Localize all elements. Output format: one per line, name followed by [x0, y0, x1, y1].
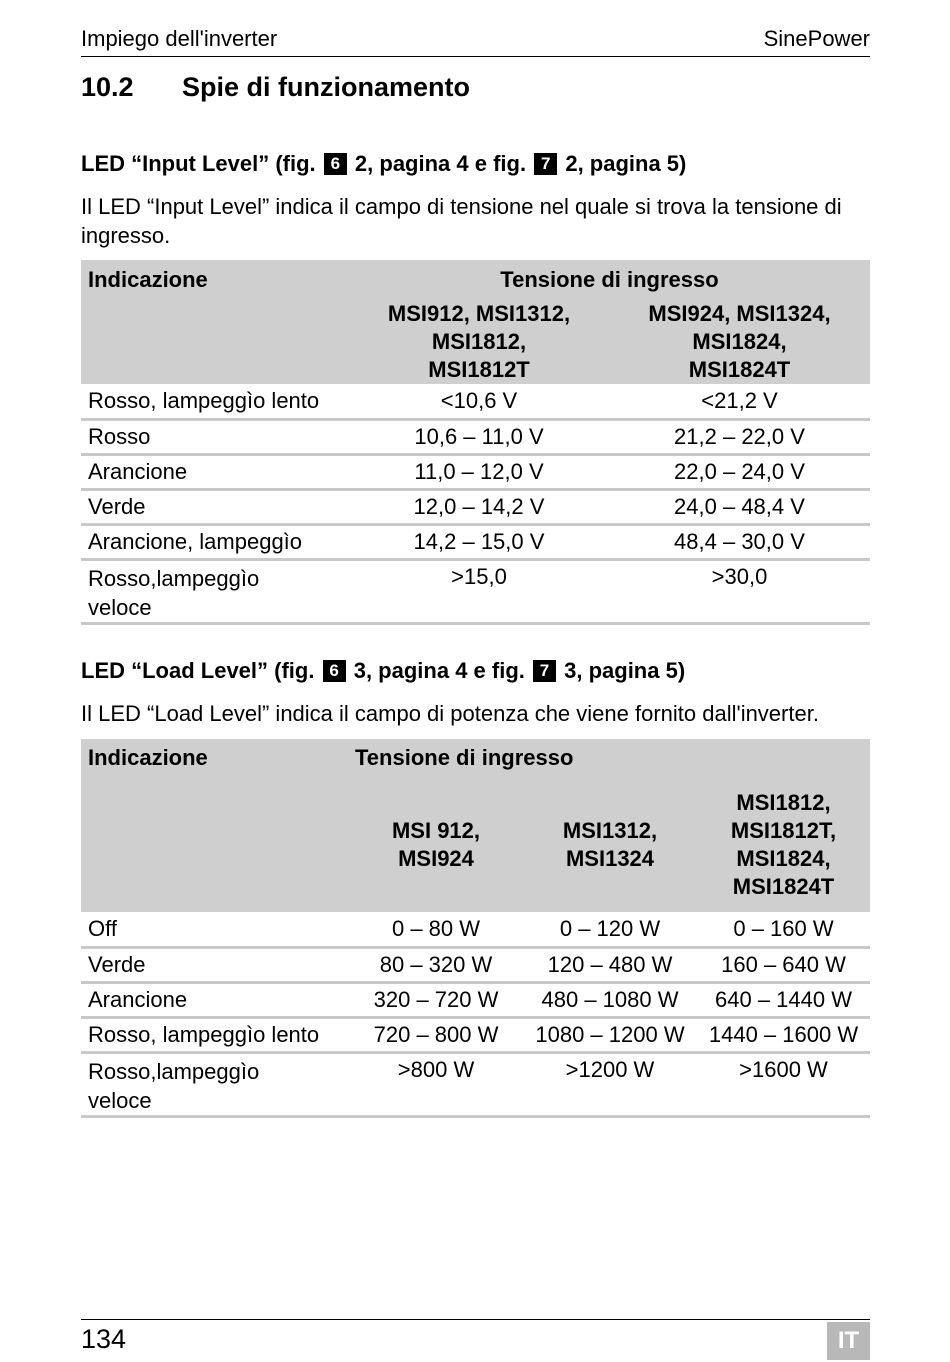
row-value: 640 – 1440 W	[697, 982, 870, 1017]
row-label: Off	[81, 912, 349, 947]
header-model-group-12v: MSI912, MSI1312, MSI1812, MSI1812T	[349, 300, 609, 384]
row-label: Arancione	[81, 454, 349, 489]
row-value: 80 – 320 W	[349, 947, 523, 982]
page-number: 134	[81, 1324, 127, 1354]
row-label: Rosso,lampeggìo veloce	[81, 559, 349, 623]
row-value: 11,0 – 12,0 V	[349, 454, 609, 489]
header-chapter: Impiego dell'inverter	[81, 26, 278, 51]
table-row	[81, 982, 870, 1017]
table-row	[81, 419, 870, 454]
header-empty	[81, 777, 349, 912]
row-label: Rosso, lampeggìo lento	[81, 1017, 349, 1052]
row-value: 0 – 120 W	[523, 912, 697, 947]
page-header	[81, 22, 870, 57]
row-value: >30,0	[609, 559, 870, 623]
table-row	[81, 489, 870, 524]
row-value: >1200 W	[523, 1052, 697, 1116]
table-subheader-row	[81, 777, 870, 912]
heading-text: LED “Load Level” (fig.	[81, 658, 315, 683]
load-level-table	[81, 739, 870, 1118]
row-value: 24,0 – 48,4 V	[609, 489, 870, 524]
header-product: SinePower	[763, 26, 870, 51]
table-row	[81, 912, 870, 947]
heading-text: 2, pagina 5)	[565, 151, 687, 176]
language-badge: IT	[827, 1322, 870, 1360]
figure-ref-box: 7	[533, 660, 556, 682]
header-model-group-24v: MSI924, MSI1324, MSI1824, MSI1824T	[609, 300, 870, 384]
row-label: Verde	[81, 947, 349, 982]
row-value: >1600 W	[697, 1052, 870, 1116]
input-level-heading	[81, 151, 686, 177]
table-header-row	[81, 739, 870, 777]
header-model-group-2: MSI1312, MSI1324	[523, 777, 697, 912]
row-label: Rosso, lampeggìo lento	[81, 384, 349, 419]
row-label: Arancione, lampeggìo	[81, 524, 349, 559]
row-label: Rosso,lampeggìo veloce	[81, 1052, 349, 1116]
row-value: 21,2 – 22,0 V	[609, 419, 870, 454]
row-value: 12,0 – 14,2 V	[349, 489, 609, 524]
row-value: 14,2 – 15,0 V	[349, 524, 609, 559]
row-value: 1440 – 1600 W	[697, 1017, 870, 1052]
section-number: 10.2	[81, 72, 134, 102]
header-model-group-3: MSI1812, MSI1812T, MSI1824, MSI1824T	[697, 777, 870, 912]
header-tensione: Tensione di ingresso	[349, 739, 870, 777]
row-value: 720 – 800 W	[349, 1017, 523, 1052]
row-value: 320 – 720 W	[349, 982, 523, 1017]
section-title	[81, 72, 470, 103]
header-indicazione: Indicazione	[81, 739, 349, 777]
heading-text: LED “Input Level” (fig.	[81, 151, 316, 176]
figure-ref-box: 6	[324, 153, 347, 175]
row-value: 120 – 480 W	[523, 947, 697, 982]
table-row	[81, 1052, 870, 1116]
header-model-group-1: MSI 912, MSI924	[349, 777, 523, 912]
row-value: 48,4 – 30,0 V	[609, 524, 870, 559]
table-row	[81, 524, 870, 559]
row-label: Rosso	[81, 419, 349, 454]
table-subheader-row	[81, 300, 870, 384]
load-level-heading	[81, 658, 685, 684]
row-value: >15,0	[349, 559, 609, 623]
table-row	[81, 454, 870, 489]
row-value: 1080 – 1200 W	[523, 1017, 697, 1052]
input-level-description: Il LED “Input Level” indica il campo di tensione nel quale si trova la tensione di ingresso.	[81, 194, 842, 248]
row-value: 0 – 80 W	[349, 912, 523, 947]
section-heading: Spie di funzionamento	[182, 72, 470, 102]
heading-text: 3, pagina 5)	[564, 658, 686, 683]
load-level-description: Il LED “Load Level” indica il campo di potenza che viene fornito dall'inverter.	[81, 701, 819, 726]
figure-ref-box: 7	[534, 153, 557, 175]
table-header-row	[81, 260, 870, 300]
header-tensione: Tensione di ingresso	[349, 260, 870, 300]
header-indicazione: Indicazione	[81, 260, 349, 300]
heading-text: 3, pagina 4 e fig.	[353, 658, 525, 683]
row-value: <21,2 V	[609, 384, 870, 419]
input-level-table	[81, 260, 870, 625]
table-row	[81, 384, 870, 419]
row-value: 0 – 160 W	[697, 912, 870, 947]
heading-text: 2, pagina 4 e fig.	[354, 151, 527, 176]
row-label: Verde	[81, 489, 349, 524]
row-value: 160 – 640 W	[697, 947, 870, 982]
row-label: Arancione	[81, 982, 349, 1017]
table-row	[81, 559, 870, 623]
row-value: 22,0 – 24,0 V	[609, 454, 870, 489]
footer-divider	[81, 1319, 870, 1320]
row-value: >800 W	[349, 1052, 523, 1116]
figure-ref-box: 6	[323, 660, 346, 682]
row-value: 10,6 – 11,0 V	[349, 419, 609, 454]
header-empty	[81, 300, 349, 384]
table-row	[81, 947, 870, 982]
row-value: 480 – 1080 W	[523, 982, 697, 1017]
table-row	[81, 1017, 870, 1052]
row-value: <10,6 V	[349, 384, 609, 419]
